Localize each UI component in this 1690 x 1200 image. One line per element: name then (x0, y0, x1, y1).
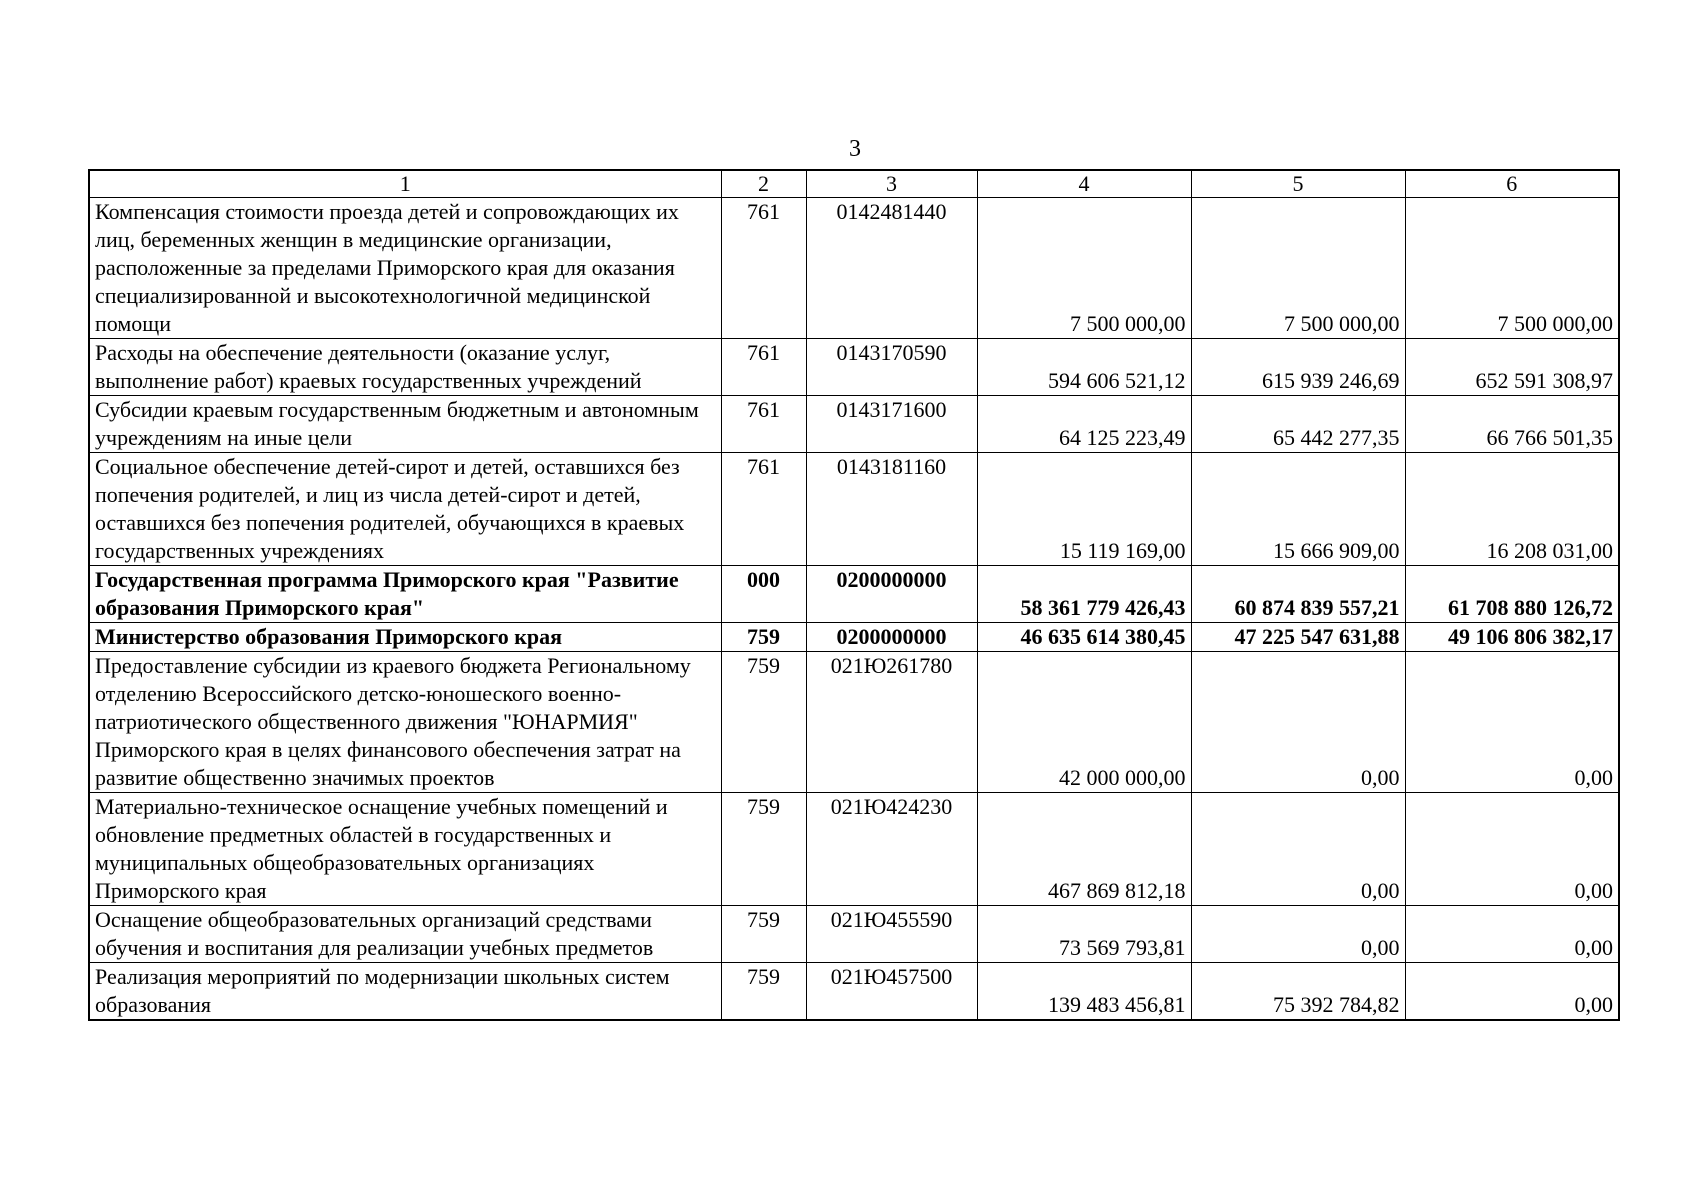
row-amount-cell: 16 208 031,00 (1405, 453, 1619, 566)
row-amount-cell: 61 708 880 126,72 (1405, 566, 1619, 623)
row-amount-cell: 64 125 223,49 (977, 396, 1191, 453)
row-amount-cell: 0,00 (1405, 906, 1619, 963)
row-target-article-cell: 021Ю424230 (806, 793, 977, 906)
row-target-article-cell: 0200000000 (806, 566, 977, 623)
row-amount-cell: 58 361 779 426,43 (977, 566, 1191, 623)
row-name-cell: Компенсация стоимости проезда детей и сопровождающих их лиц, беременных женщин в медицинские организации, расположенные за пределами Приморского края для оказания специализированной и высокотехнологичной медицинской помощи (89, 198, 721, 339)
row-amount-cell: 49 106 806 382,17 (1405, 623, 1619, 652)
row-amount-cell: 42 000 000,00 (977, 652, 1191, 793)
row-name-cell: Расходы на обеспечение деятельности (оказание услуг, выполнение работ) краевых государственных учреждений (89, 339, 721, 396)
table-row (89, 623, 1619, 652)
column-header: 6 (1405, 170, 1619, 198)
column-header: 3 (806, 170, 977, 198)
table-row (89, 906, 1619, 963)
row-target-article-cell: 0143171600 (806, 396, 977, 453)
page-number: 3 (849, 136, 861, 162)
budget-table (88, 169, 1620, 1021)
row-name-cell: Министерство образования Приморского края (89, 623, 721, 652)
row-name-cell: Социальное обеспечение детей-сирот и детей, оставшихся без попечения родителей, и лиц из числа детей-сирот и детей, оставшихся без попечения родителей, обучающихся в краевых государственных учреждениях (89, 453, 721, 566)
table-row (89, 453, 1619, 566)
row-target-article-cell: 0200000000 (806, 623, 977, 652)
row-amount-cell: 60 874 839 557,21 (1191, 566, 1405, 623)
column-header: 2 (721, 170, 806, 198)
row-name-cell: Государственная программа Приморского края "Развитие образования Приморского края" (89, 566, 721, 623)
table-row (89, 198, 1619, 339)
table-row (89, 396, 1619, 453)
row-name-cell: Реализация мероприятий по модернизации школьных систем образования (89, 963, 721, 1021)
row-amount-cell: 46 635 614 380,45 (977, 623, 1191, 652)
table-row (89, 339, 1619, 396)
column-header: 1 (89, 170, 721, 198)
row-amount-cell: 7 500 000,00 (1191, 198, 1405, 339)
row-name-cell: Материально-техническое оснащение учебных помещений и обновление предметных областей в государственных и муниципальных общеобразовательных организациях Приморского края (89, 793, 721, 906)
row-target-article-cell: 0142481440 (806, 198, 977, 339)
row-amount-cell: 615 939 246,69 (1191, 339, 1405, 396)
row-target-article-cell: 021Ю457500 (806, 963, 977, 1021)
row-amount-cell: 73 569 793,81 (977, 906, 1191, 963)
row-amount-cell: 15 119 169,00 (977, 453, 1191, 566)
row-target-article-cell: 021Ю261780 (806, 652, 977, 793)
row-amount-cell: 594 606 521,12 (977, 339, 1191, 396)
row-amount-cell: 47 225 547 631,88 (1191, 623, 1405, 652)
row-amount-cell: 0,00 (1191, 793, 1405, 906)
table-row (89, 652, 1619, 793)
row-amount-cell: 7 500 000,00 (977, 198, 1191, 339)
row-target-article-cell: 0143181160 (806, 453, 977, 566)
row-amount-cell: 75 392 784,82 (1191, 963, 1405, 1021)
row-code-cell: 759 (721, 652, 806, 793)
table-header-row (89, 170, 1619, 198)
row-name-cell: Предоставление субсидии из краевого бюджета Региональному отделению Всероссийского детско-юношеского военно-патриотического общественного движения "ЮНАРМИЯ" Приморского края в целях финансового обеспечения затрат на развитие общественно значимых проектов (89, 652, 721, 793)
row-amount-cell: 0,00 (1405, 793, 1619, 906)
row-target-article-cell: 021Ю455590 (806, 906, 977, 963)
row-amount-cell: 467 869 812,18 (977, 793, 1191, 906)
row-code-cell: 761 (721, 396, 806, 453)
row-code-cell: 759 (721, 906, 806, 963)
row-code-cell: 759 (721, 793, 806, 906)
row-amount-cell: 0,00 (1191, 652, 1405, 793)
row-amount-cell: 652 591 308,97 (1405, 339, 1619, 396)
column-header: 4 (977, 170, 1191, 198)
row-code-cell: 759 (721, 623, 806, 652)
row-amount-cell: 0,00 (1405, 652, 1619, 793)
row-amount-cell: 65 442 277,35 (1191, 396, 1405, 453)
table-row (89, 793, 1619, 906)
row-amount-cell: 7 500 000,00 (1405, 198, 1619, 339)
row-code-cell: 759 (721, 963, 806, 1021)
row-code-cell: 761 (721, 339, 806, 396)
row-amount-cell: 15 666 909,00 (1191, 453, 1405, 566)
row-name-cell: Субсидии краевым государственным бюджетным и автономным учреждениям на иные цели (89, 396, 721, 453)
row-code-cell: 761 (721, 198, 806, 339)
table-row (89, 963, 1619, 1021)
row-code-cell: 000 (721, 566, 806, 623)
row-amount-cell: 0,00 (1405, 963, 1619, 1021)
table-row (89, 566, 1619, 623)
row-code-cell: 761 (721, 453, 806, 566)
row-amount-cell: 66 766 501,35 (1405, 396, 1619, 453)
row-amount-cell: 0,00 (1191, 906, 1405, 963)
row-amount-cell: 139 483 456,81 (977, 963, 1191, 1021)
row-target-article-cell: 0143170590 (806, 339, 977, 396)
row-name-cell: Оснащение общеобразовательных организаций средствами обучения и воспитания для реализации учебных предметов (89, 906, 721, 963)
column-header: 5 (1191, 170, 1405, 198)
